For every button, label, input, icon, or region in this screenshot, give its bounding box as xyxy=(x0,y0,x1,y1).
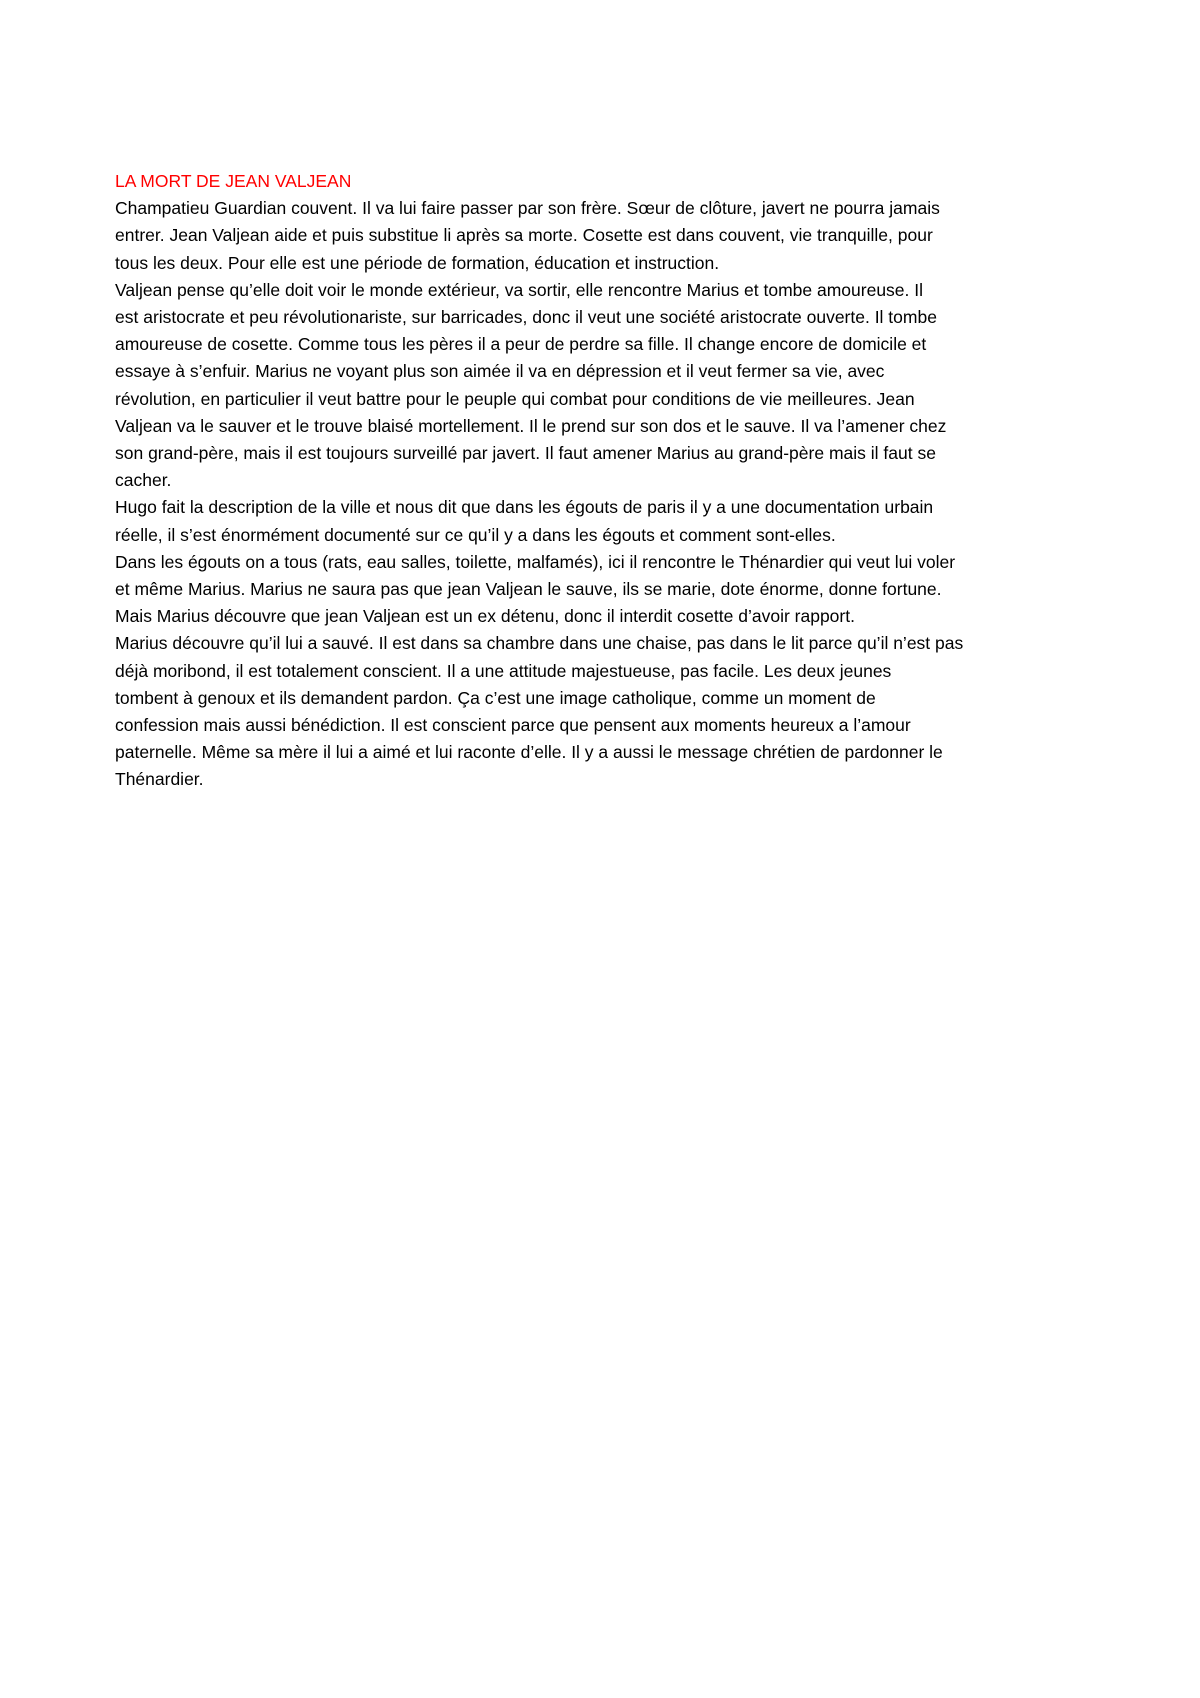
text-line: Dans les égouts on a tous (rats, eau salles, toilette, malfamés), ici il rencontre le Thénardier qui veut lui voler xyxy=(115,551,956,572)
text-line: tombent à genoux et ils demandent pardon. Ça c’est une image catholique, comme un moment de xyxy=(115,687,876,708)
text-line: Mais Marius découvre que jean Valjean est un ex détenu, donc il interdit cosette d’avoir rapport. xyxy=(115,606,855,627)
text-line: confession mais aussi bénédiction. Il est conscient parce que pensent aux moments heureux a l’amour xyxy=(115,715,911,736)
text-line: réelle, il s’est énormément documenté sur ce qu’il y a dans les égouts et comment sont-elles. xyxy=(115,524,836,545)
text-line: Valjean va le sauver et le trouve blaisé mortellement. Il le prend sur son dos et le sauve. Il va l’amener chez xyxy=(115,415,947,436)
text-line: Thénardier. xyxy=(115,769,204,790)
text-line: son grand-père, mais il est toujours surveillé par javert. Il faut amener Marius au grand-père mais il faut se xyxy=(115,443,936,464)
text-line: Champatieu Guardian couvent. Il va lui faire passer par son frère. Sœur de clôture, javert ne pourra jamais xyxy=(115,198,940,219)
text-line: paternelle. Même sa mère il lui a aimé et lui raconte d’elle. Il y a aussi le message chrétien de pardonner le xyxy=(115,742,943,763)
document-title: LA MORT DE JEAN VALJEAN xyxy=(115,171,352,191)
text-line: entrer. Jean Valjean aide et puis substitue li après sa morte. Cosette est dans couvent, vie tranquille, pour xyxy=(115,225,933,246)
text-line: est aristocrate et peu révolutionariste, sur barricades, donc il veut une société aristocrate ouverte. Il tombe xyxy=(115,307,937,328)
text-line: cacher. xyxy=(115,470,172,491)
text-line: amoureuse de cosette. Comme tous les pères il a peur de perdre sa fille. Il change encore de domicile et xyxy=(115,334,927,355)
text-line: et même Marius. Marius ne saura pas que jean Valjean le sauve, ils se marie, dote énorme, donne fortune. xyxy=(115,579,942,600)
document-body xyxy=(115,168,1100,794)
text-line: Valjean pense qu’elle doit voir le monde extérieur, va sortir, elle rencontre Marius et tombe amoureuse. Il xyxy=(115,279,924,300)
document-text xyxy=(115,195,1100,793)
text-line: Marius découvre qu’il lui a sauvé. Il est dans sa chambre dans une chaise, pas dans le lit parce qu’il n’est pas xyxy=(115,633,964,654)
text-line: essaye à s’enfuir. Marius ne voyant plus son aimée il va en dépression et il veut fermer sa vie, avec xyxy=(115,361,885,382)
text-line: révolution, en particulier il veut battre pour le peuple qui combat pour conditions de vie meilleures. Jean xyxy=(115,388,915,409)
text-line: tous les deux. Pour elle est une période de formation, éducation et instruction. xyxy=(115,252,720,273)
text-line: déjà moribond, il est totalement conscient. Il a une attitude majestueuse, pas facile. Les deux jeunes xyxy=(115,660,892,681)
text-line: Hugo fait la description de la ville et nous dit que dans les égouts de paris il y a une documentation urbain xyxy=(115,497,934,518)
